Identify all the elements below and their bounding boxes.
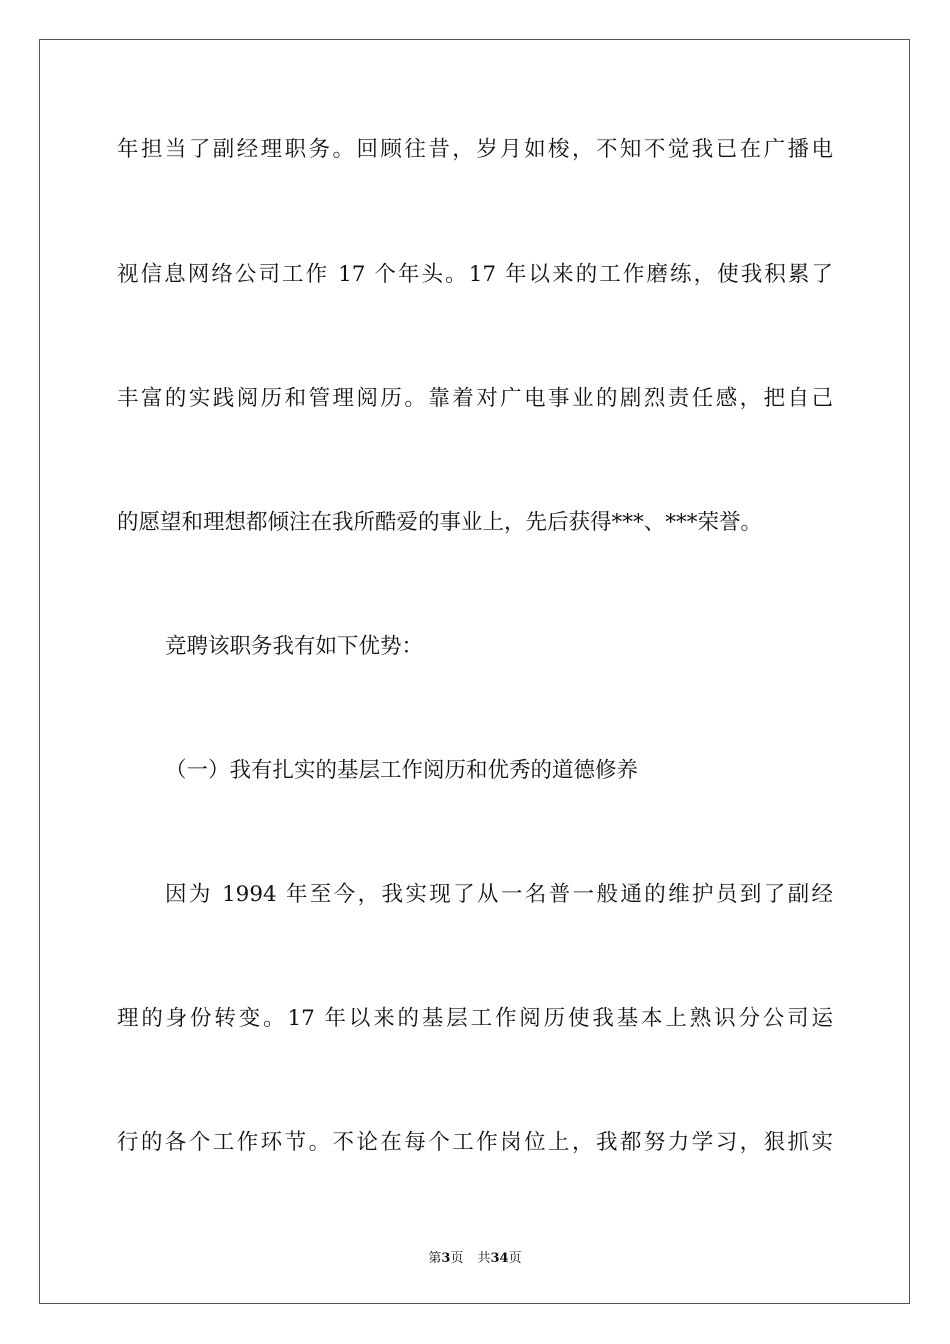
body-text-line: 丰富的实践阅历和管理阅历。靠着对广电事业的剧烈责任感，把自己 xyxy=(117,386,833,411)
body-text-line: 竞聘该职务我有如下优势： xyxy=(165,634,424,659)
footer-page-prefix: 第 xyxy=(428,1251,442,1266)
page-border xyxy=(39,39,910,1304)
body-text-line: 的愿望和理想都倾注在我所酷爱的事业上，先后获得***、***荣誉。 xyxy=(117,510,763,535)
body-text-line: 理的身份转变。17 年以来的基层工作阅历使我基本上熟识分公司运 xyxy=(117,1006,833,1031)
footer-page-total: 34 xyxy=(490,1251,509,1266)
body-text-line: 视信息网络公司工作 17 个年头。17 年以来的工作磨练，使我积累了 xyxy=(117,262,833,287)
footer-total-suffix: 页 xyxy=(508,1251,522,1266)
footer-total-prefix: 共 xyxy=(477,1251,491,1266)
footer-page-current: 3 xyxy=(441,1251,451,1266)
body-text-line: 因为 1994 年至今，我实现了从一名普一般通的维护员到了副经 xyxy=(165,882,833,907)
footer-page-mid: 页 xyxy=(450,1251,464,1266)
section-heading: （一）我有扎实的基层工作阅历和优秀的道德修养 xyxy=(165,758,639,783)
body-text-line: 行的各个工作环节。不论在每个工作岗位上，我都努力学习，狠抓实 xyxy=(117,1130,833,1155)
page-footer xyxy=(0,1247,950,1266)
body-text-line: 年担当了副经理职务。回顾往昔，岁月如梭，不知不觉我已在广播电 xyxy=(117,137,833,162)
